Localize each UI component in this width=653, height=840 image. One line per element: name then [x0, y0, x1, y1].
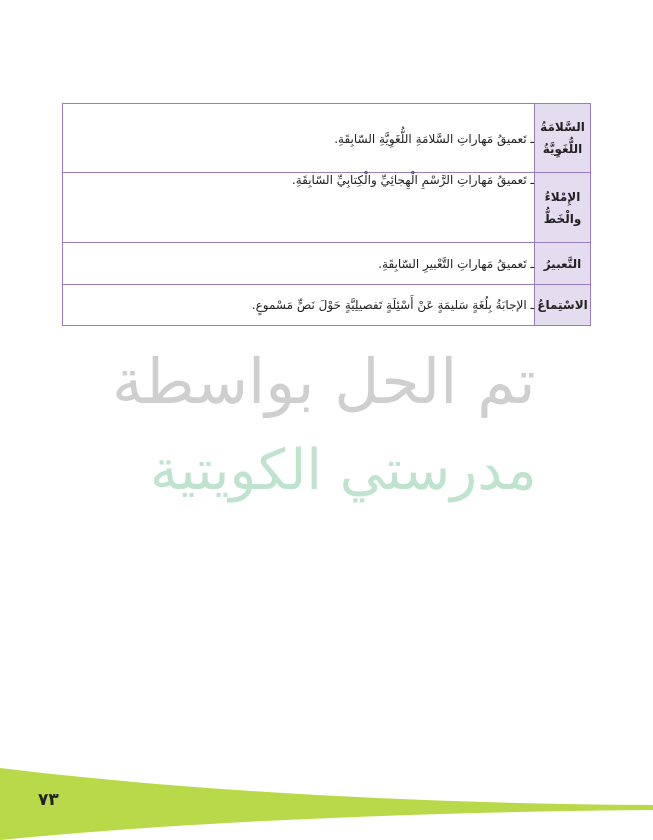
skills-table	[62, 103, 591, 326]
watermark-line-2: مدرستي الكويتية	[150, 438, 537, 503]
skill-description: ـ تَعميقُ مَهاراتِ التَّعْبيرِ السّابِقَةِ.	[63, 243, 535, 285]
table-row	[63, 173, 591, 243]
footer-band	[0, 760, 653, 840]
page-number: ٧٣	[38, 790, 59, 810]
skill-name: السَّلامَةُ اللُّغَوِيَّةُ	[535, 104, 591, 173]
watermark-line-1: تم الحل بواسطة	[112, 345, 536, 418]
table-row	[63, 104, 591, 173]
skill-description: ـ الإجابَةُ بِلُغَةٍ سَليمَةٍ عَنْ أَسْئِلَةٍ تَفصيلِيَّةٍ حَوْلَ نَصٍّ مَسْموعٍ.	[63, 285, 535, 326]
skill-description: ـ تَعميقُ مَهاراتِ السَّلامَةِ اللُّغَوِيَّةِ السّابِقَةِ.	[63, 104, 535, 173]
table-row	[63, 243, 591, 285]
skill-name: التَّعبيرُ	[535, 243, 591, 285]
footer-swoosh	[0, 768, 653, 840]
skill-name: الإِمْلاءُ والْخَطُّ	[535, 173, 591, 243]
skill-description: ـ تَعميقُ مَهاراتِ الرَّسْمِ الْهِجائِيِّ والْكِتابِيِّ السّابِقَةِ.	[63, 173, 535, 243]
skill-name: الاسْتِماعُ	[535, 285, 591, 326]
table-row	[63, 285, 591, 326]
